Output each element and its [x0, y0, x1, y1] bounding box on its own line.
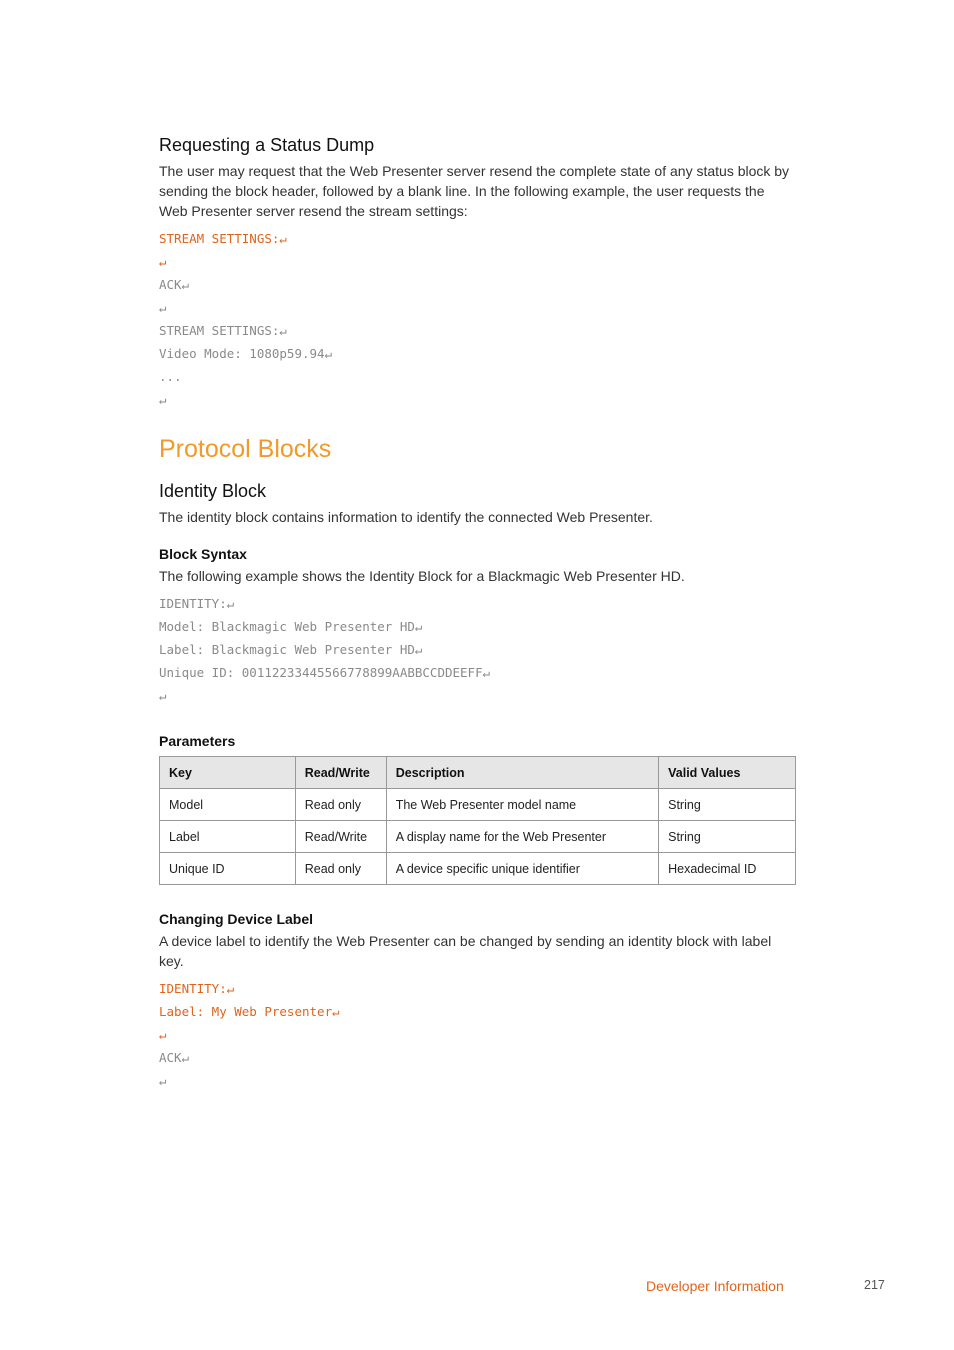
table-cell: Read only — [295, 789, 386, 821]
status-dump-code — [159, 227, 796, 411]
table-cell: Unique ID — [160, 853, 296, 885]
table-row — [160, 821, 796, 853]
code-line: ↵ — [159, 254, 167, 269]
code-line: Model: Blackmagic Web Presenter HD↵ — [159, 619, 423, 634]
code-line: Video Mode: 1080p59.94↵ — [159, 346, 333, 361]
table-cell: String — [659, 821, 796, 853]
table-cell: A device specific unique identifier — [386, 853, 658, 885]
code-line: ACK↵ — [159, 1050, 190, 1065]
code-line: ↵ — [159, 1027, 167, 1042]
changing-label-heading: Changing Device Label — [159, 911, 314, 927]
block-syntax-body: The following example shows the Identity Block for a Blackmagic Web Presenter HD. — [159, 568, 685, 584]
table-cell: The Web Presenter model name — [386, 789, 658, 821]
page-number: 217 — [864, 1278, 885, 1292]
changing-label-body: A device label to identify the Web Presenter can be changed by sending an identity block with label key. — [159, 933, 772, 969]
code-line: STREAM SETTINGS:↵ — [159, 323, 287, 338]
code-line: Label: My Web Presenter↵ — [159, 1004, 340, 1019]
table-cell: Read only — [295, 853, 386, 885]
table-row — [160, 853, 796, 885]
identity-body: The identity block contains information to identify the connected Web Presenter. — [159, 509, 653, 525]
table-cell: Hexadecimal ID — [659, 853, 796, 885]
code-line: IDENTITY:↵ — [159, 981, 235, 996]
table-row — [160, 789, 796, 821]
table-cell: A display name for the Web Presenter — [386, 821, 658, 853]
parameters-table — [159, 756, 796, 885]
code-line: ↵ — [159, 1073, 167, 1088]
block-syntax-heading: Block Syntax — [159, 546, 247, 562]
code-line: STREAM SETTINGS:↵ — [159, 231, 287, 246]
footer-section-label: Developer Information — [646, 1278, 784, 1294]
code-line: ↵ — [159, 392, 167, 407]
table-header-row — [160, 757, 796, 789]
table-header-cell: Read/Write — [295, 757, 386, 789]
table-header-cell: Description — [386, 757, 658, 789]
table-cell: Read/Write — [295, 821, 386, 853]
code-line: Label: Blackmagic Web Presenter HD↵ — [159, 642, 423, 657]
block-syntax-code — [159, 592, 796, 707]
code-line: ↵ — [159, 688, 167, 703]
code-line: ACK↵ — [159, 277, 190, 292]
changing-label-code — [159, 977, 796, 1092]
table-cell: Model — [160, 789, 296, 821]
status-dump-heading: Requesting a Status Dump — [159, 135, 375, 155]
page-content — [159, 133, 796, 1092]
status-dump-body: The user may request that the Web Presenter server resend the complete state of any status block by sending the block header, followed by a blank line. In the following example, the user requests the Web Presenter server resend the stream settings: — [159, 163, 790, 219]
code-line: ↵ — [159, 300, 167, 315]
identity-heading: Identity Block — [159, 481, 267, 501]
table-cell: String — [659, 789, 796, 821]
section-title: Protocol Blocks — [159, 435, 332, 463]
code-line: IDENTITY:↵ — [159, 596, 235, 611]
parameters-heading: Parameters — [159, 733, 236, 749]
table-header-cell: Key — [160, 757, 296, 789]
code-line: ... — [159, 369, 182, 384]
code-line: Unique ID: 00112233445566778899AABBCCDDEEFF↵ — [159, 665, 491, 680]
table-header-cell: Valid Values — [659, 757, 796, 789]
table-cell: Label — [160, 821, 296, 853]
